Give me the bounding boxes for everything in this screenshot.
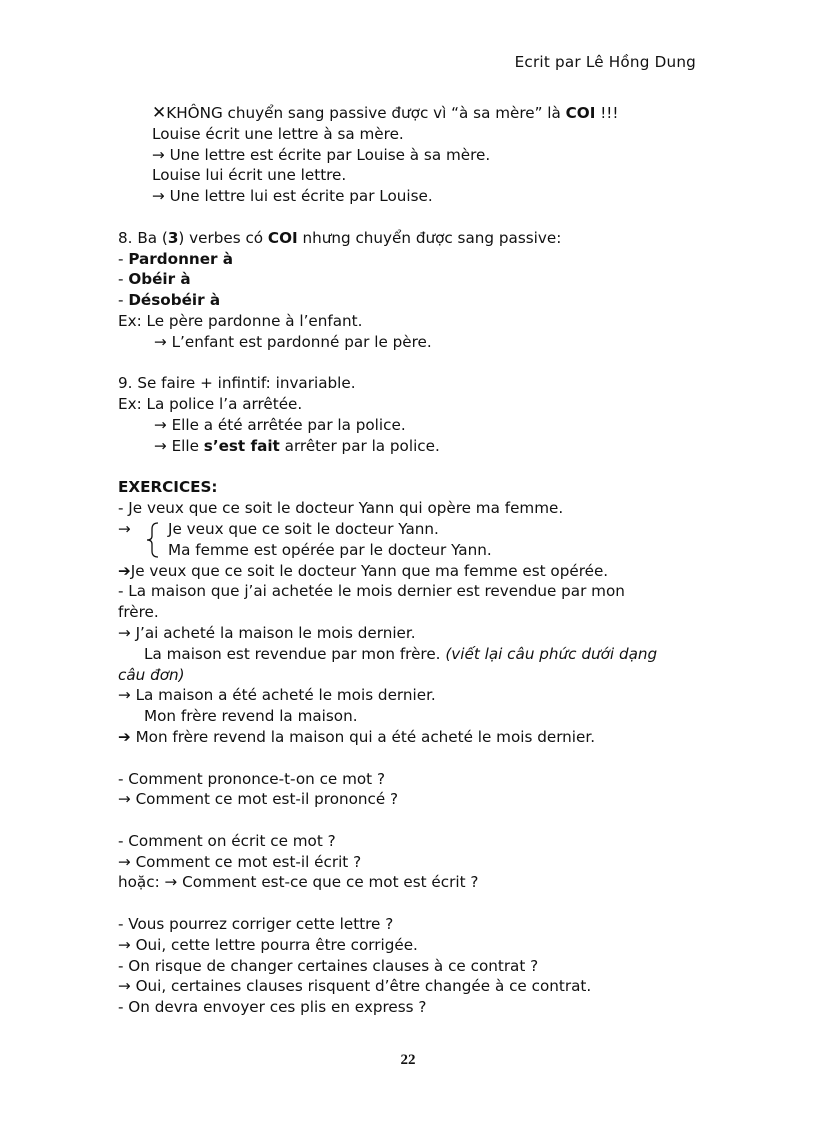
example-sentence: Louise lui écrit une lettre. — [152, 166, 347, 185]
no-passive-note: ✕KHÔNG chuyển sang passive được vì “à sa mère” là COI !!! — [152, 103, 619, 123]
left-brace-icon — [144, 521, 160, 559]
exercise-question: - On devra envoyer ces plis en express ? — [118, 998, 427, 1017]
section-8-heading: 8. Ba (3) verbes có COI nhưng chuyển được sang passive: — [118, 228, 562, 247]
page-header-author: Ecrit par Lê Hồng Dung — [514, 53, 696, 71]
cross-icon: ✕ — [152, 103, 167, 123]
example-result: → Elle a été arrêtée par la police. — [154, 415, 406, 434]
page-content — [118, 103, 708, 1018]
example-result: → Une lettre lui est écrite par Louise. — [152, 187, 433, 206]
exercise-answer: hoặc: → Comment est-ce que ce mot est écrit ? — [118, 873, 479, 892]
example-sentence: Ex: Le père pardonne à l’enfant. — [118, 311, 363, 330]
arrow-icon: → — [118, 935, 131, 954]
exercise-answer: → Comment ce mot est-il prononcé ? — [118, 790, 399, 809]
arrow-icon: → — [118, 519, 131, 538]
vietnamese-note-cont: câu đơn) — [118, 665, 185, 684]
arrow-icon: → — [154, 415, 167, 434]
arrow-icon: → — [118, 977, 131, 996]
bold-arrow-icon: ➔ — [118, 561, 131, 580]
exercise-question: - On risque de changer certaines clauses à ce contrat ? — [118, 956, 539, 975]
verb-item: - Obéir à — [118, 270, 191, 289]
vietnamese-note: (viết lại câu phức dưới dạng — [445, 644, 658, 663]
exercise-answer: La maison est revendue par mon frère. (viết lại câu phức dưới dạng — [144, 644, 658, 663]
example-sentence: Ex: La police l’a arrêtée. — [118, 395, 303, 414]
arrow-icon: → — [152, 145, 165, 164]
example-result: → Une lettre est écrite par Louise à sa mère. — [152, 145, 491, 164]
arrow-icon: → — [154, 436, 167, 455]
exercise-answer: → Oui, certaines clauses risquent d’être changée à ce contrat. — [118, 977, 592, 996]
exercise-question: - Je veux que ce soit le docteur Yann qui opère ma femme. — [118, 499, 564, 518]
verb-item: - Désobéir à — [118, 291, 221, 310]
arrow-icon: → — [118, 686, 131, 705]
exercise-question: - La maison que j’ai achetée le mois dernier est revendue par mon — [118, 582, 625, 601]
example-sentence: Louise écrit une lettre à sa mère. — [152, 124, 404, 143]
split-sentences — [118, 519, 708, 561]
arrow-icon: → — [152, 187, 165, 206]
exercise-answer: → Comment ce mot est-il écrit ? — [118, 852, 362, 871]
arrow-icon: → — [154, 332, 167, 351]
exercise-question: - Vous pourrez corriger cette lettre ? — [118, 915, 394, 934]
arrow-icon: → — [164, 873, 178, 892]
exercise-answer: Mon frère revend la maison. — [144, 707, 358, 726]
example-result: → Elle s’est fait arrêter par la police. — [154, 436, 440, 455]
bold-arrow-icon: ➔ — [118, 727, 131, 746]
exercise-answer: ➔ Mon frère revend la maison qui a été acheté le mois dernier. — [118, 727, 596, 746]
arrow-icon: → — [118, 852, 131, 871]
verb-item: - Pardonner à — [118, 249, 234, 268]
exercises-heading: EXERCICES: — [118, 478, 218, 497]
exercise-question: - Comment on écrit ce mot ? — [118, 831, 336, 850]
split-sentence-2: Ma femme est opérée par le docteur Yann. — [168, 540, 492, 559]
arrow-icon: → — [118, 623, 131, 642]
page-number: 22 — [400, 1052, 416, 1068]
exercise-answer: → J’ai acheté la maison le mois dernier. — [118, 623, 416, 642]
exercise-question: - Comment prononce-t-on ce mot ? — [118, 769, 386, 788]
section-9-heading: 9. Se faire + infintif: invariable. — [118, 374, 356, 393]
split-sentence-1: Je veux que ce soit le docteur Yann. — [168, 519, 439, 538]
example-result: → L’enfant est pardonné par le père. — [154, 332, 432, 351]
exercise-answer: → Oui, cette lettre pourra être corrigée. — [118, 935, 418, 954]
arrow-icon: → — [118, 790, 131, 809]
exercise-answer: ➔Je veux que ce soit le docteur Yann que ma femme est opérée. — [118, 561, 609, 580]
exercise-question-cont: frère. — [118, 603, 159, 622]
exercise-answer: → La maison a été acheté le mois dernier. — [118, 686, 436, 705]
